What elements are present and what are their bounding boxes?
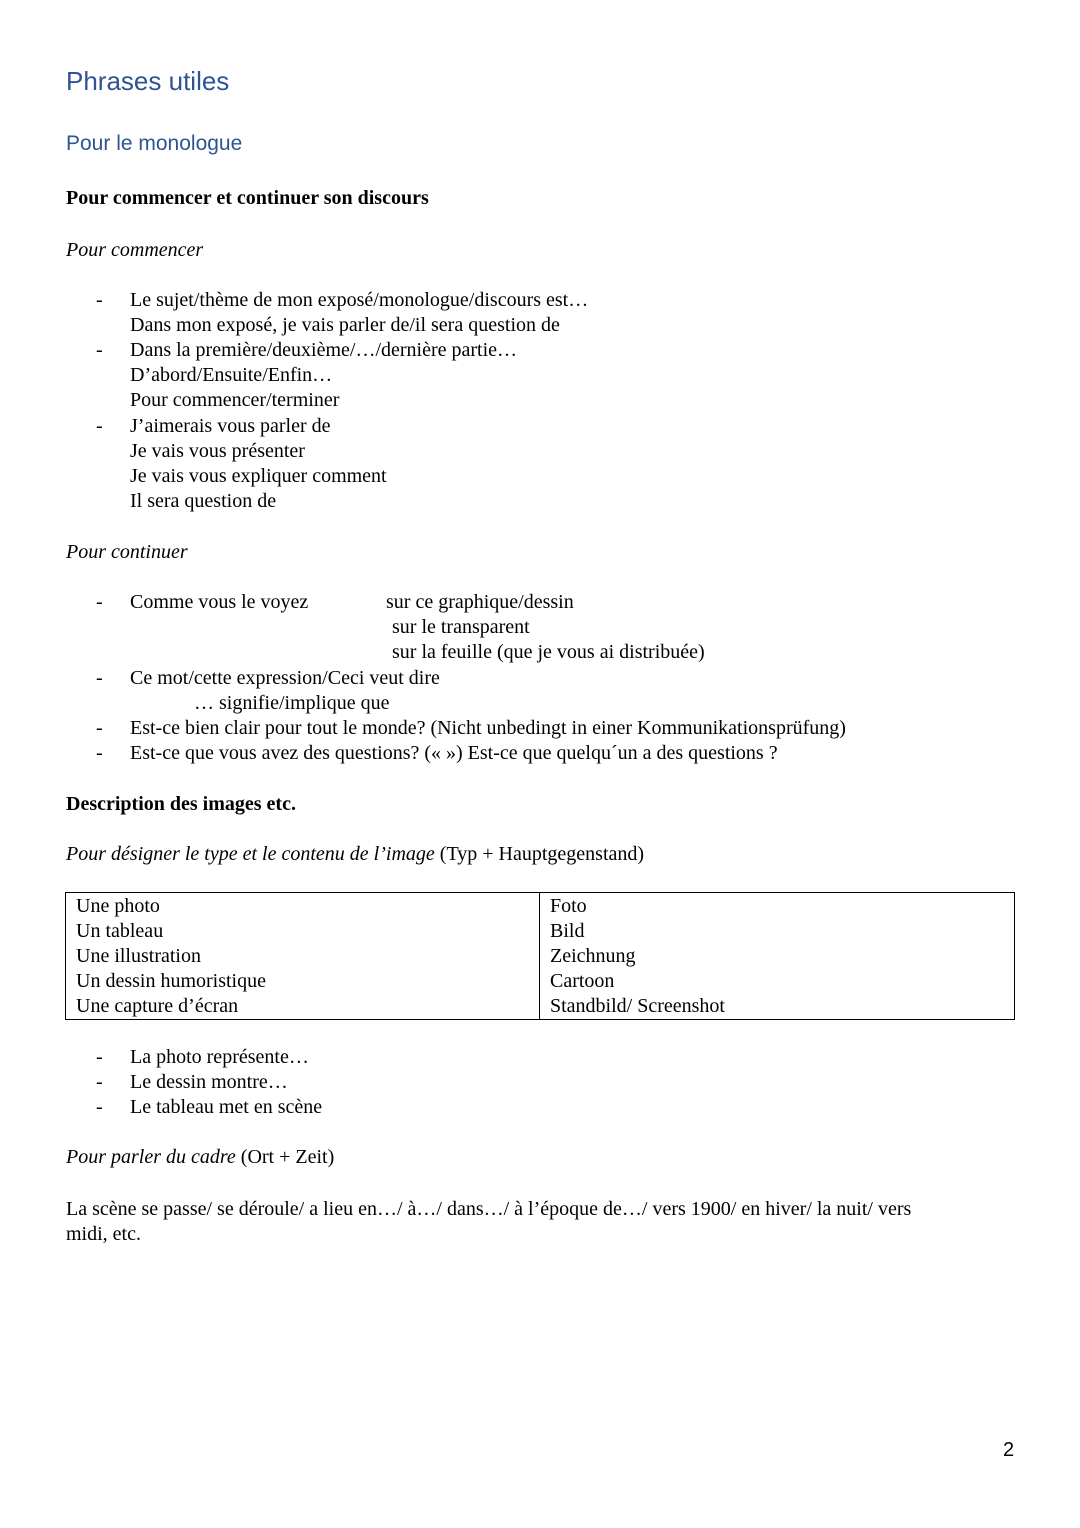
table-entry: Une photo <box>76 895 160 917</box>
cadre-note: (Ort + Zeit) <box>235 1146 335 1168</box>
label-pour-continuer: Pour continuer <box>66 541 188 563</box>
list-item: Je vais vous présenter <box>130 440 305 462</box>
page-title: Phrases utiles <box>66 66 230 96</box>
list-bullet: - <box>96 591 103 613</box>
list-item: J’aimerais vous parler de <box>130 415 331 437</box>
list-item: La photo représente… <box>130 1046 309 1068</box>
section-heading-discours: Pour commencer et continuer son discours <box>66 187 429 209</box>
list-bullet: - <box>96 1046 103 1068</box>
list-bullet: - <box>96 289 103 311</box>
list-item: sur ce graphique/dessin <box>386 591 574 613</box>
list-item: sur le transparent <box>392 616 530 638</box>
table-cell-fr <box>66 893 540 1020</box>
list-item: Est-ce bien clair pour tout le monde? (Nicht unbedingt in einer Kommunikationsprüfung) <box>130 717 846 739</box>
list-bullet: - <box>96 742 103 764</box>
list-item: Ce mot/cette expression/Ceci veut dire <box>130 667 440 689</box>
list-bullet: - <box>96 415 103 437</box>
list-bullet: - <box>96 667 103 689</box>
list-item: Je vais vous expliquer comment <box>130 465 387 487</box>
subtitle: Pour le monologue <box>66 132 243 155</box>
cadre-line <box>66 1145 334 1170</box>
cadre-label: Pour parler du cadre <box>66 1146 236 1168</box>
table-entry: Foto <box>550 895 587 917</box>
list-item: sur la feuille (que je vous ai distribuée) <box>392 641 705 663</box>
table-cell-de <box>540 893 1015 1020</box>
list-item: Le dessin montre… <box>130 1071 288 1093</box>
list-item: Dans la première/deuxième/…/dernière partie… <box>130 339 518 361</box>
designer-label: Pour désigner le type et le contenu de l’image <box>66 843 435 865</box>
list-item: … signifie/implique que <box>194 692 390 714</box>
list-item: Il sera question de <box>130 490 277 512</box>
list-bullet: - <box>96 339 103 361</box>
label-pour-commencer: Pour commencer <box>66 239 204 261</box>
table-entry: Standbild/ Screenshot <box>550 995 725 1017</box>
list-bullet: - <box>96 1071 103 1093</box>
list-item: D’abord/Ensuite/Enfin… <box>130 364 333 386</box>
designer-line <box>66 842 644 867</box>
list-item: Pour commencer/terminer <box>130 389 340 411</box>
table-entry: Une capture d’écran <box>76 995 239 1017</box>
list-bullet: - <box>96 717 103 739</box>
page-number: 2 <box>1003 1439 1015 1461</box>
table-row <box>66 893 1015 1020</box>
table-entry: Une illustration <box>76 945 201 967</box>
vocabulary-table <box>65 892 1015 1020</box>
table-entry: Cartoon <box>550 970 615 992</box>
table-entry: Bild <box>550 920 585 942</box>
list-item: Comme vous le voyez <box>130 591 309 613</box>
scene-text-line-1: La scène se passe/ se déroule/ a lieu en…/ à…/ dans…/ à l’époque de…/ vers 1900/ en hiver/ la nuit/ vers <box>66 1198 912 1220</box>
scene-text-line-2: midi, etc. <box>66 1223 141 1245</box>
table-entry: Un dessin humoristique <box>76 970 266 992</box>
designer-note: (Typ + Hauptgegenstand) <box>434 843 645 865</box>
list-item: Le tableau met en scène <box>130 1096 323 1118</box>
section-heading-images: Description des images etc. <box>66 793 296 815</box>
list-bullet: - <box>96 1096 103 1118</box>
table-entry: Zeichnung <box>550 945 636 967</box>
table-entry: Un tableau <box>76 920 164 942</box>
list-item: Le sujet/thème de mon exposé/monologue/discours est… <box>130 289 589 311</box>
list-item: Dans mon exposé, je vais parler de/il sera question de <box>130 314 560 336</box>
list-item: Est-ce que vous avez des questions? (« ») Est-ce que quelqu´un a des questions ? <box>130 742 778 764</box>
